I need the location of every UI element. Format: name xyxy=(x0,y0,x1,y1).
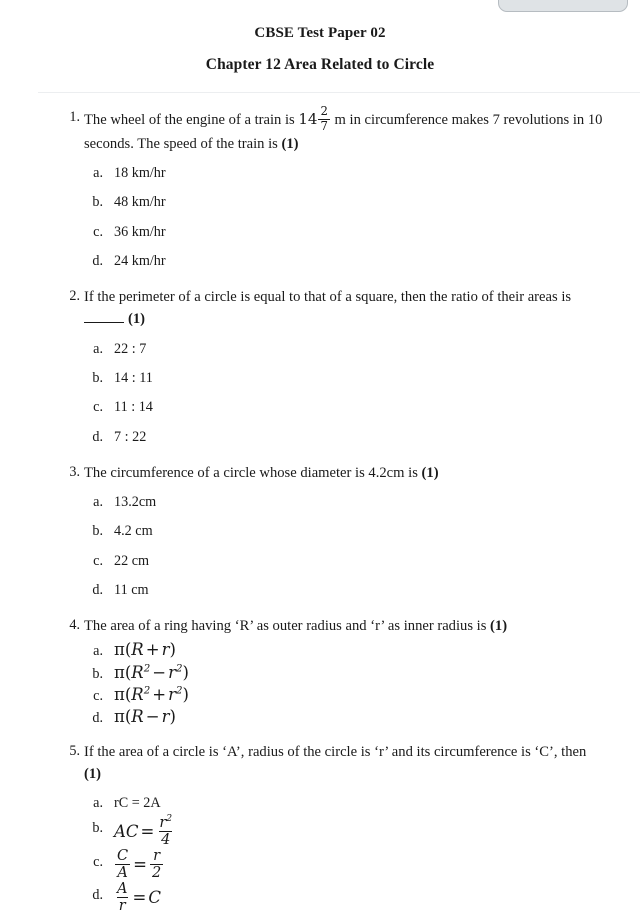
question-number: 2. xyxy=(69,288,80,305)
option-item[interactable] xyxy=(84,339,640,360)
option-math-expression xyxy=(114,685,189,704)
option-math-expression xyxy=(114,813,175,849)
marks-badge: (1) xyxy=(128,311,146,328)
option-list xyxy=(84,639,640,727)
fraction xyxy=(157,815,174,848)
marks-badge: (1) xyxy=(421,464,439,481)
exponent-two: 2 xyxy=(175,663,183,674)
question-text xyxy=(84,615,604,637)
option-label: d. xyxy=(92,252,103,269)
left-paren: ( xyxy=(124,706,132,726)
option-text: 11 cm xyxy=(114,581,149,598)
option-math-expression xyxy=(114,847,164,882)
fraction-numerator: 2 xyxy=(320,103,328,118)
question-text-before: The circumference of a circle whose diameter is 4.2cm is xyxy=(84,464,422,481)
equals-sign: = xyxy=(140,821,155,841)
minus-sign: − xyxy=(152,662,167,682)
answer-blank xyxy=(84,312,124,324)
fraction xyxy=(318,103,329,133)
question-item xyxy=(0,615,640,727)
option-item[interactable] xyxy=(84,880,640,915)
option-text: 11 : 14 xyxy=(114,399,153,416)
option-item[interactable] xyxy=(84,492,640,513)
option-label: a. xyxy=(93,795,103,812)
header-divider xyxy=(38,92,640,93)
option-math-expression xyxy=(114,663,189,682)
option-text: 7 : 22 xyxy=(114,428,147,445)
fraction-denominator: r xyxy=(118,898,126,915)
option-label: a. xyxy=(93,643,103,660)
option-text: 24 km/hr xyxy=(114,252,166,269)
question-text xyxy=(84,741,604,785)
option-text: 14 : 11 xyxy=(114,369,153,386)
left-paren: ( xyxy=(124,684,132,704)
fraction-denominator: 2 xyxy=(151,865,162,882)
left-paren: ( xyxy=(124,662,132,682)
fraction-numerator: C xyxy=(117,847,129,864)
option-item[interactable] xyxy=(84,427,640,448)
var-r: r xyxy=(168,684,176,704)
option-item[interactable] xyxy=(84,580,640,601)
var-r: r xyxy=(161,640,170,660)
plus-sign: + xyxy=(145,640,160,660)
pi-symbol: π xyxy=(114,684,125,704)
var-C: C xyxy=(125,821,139,841)
option-label: a. xyxy=(93,493,103,510)
marks-badge: (1) xyxy=(281,135,299,152)
option-label: d. xyxy=(92,886,103,903)
option-label: b. xyxy=(92,665,103,682)
option-text: 22 cm xyxy=(114,552,150,569)
option-item[interactable] xyxy=(84,163,640,184)
marks-badge: (1) xyxy=(490,618,508,635)
question-item xyxy=(0,103,640,273)
right-paren: ) xyxy=(169,706,176,726)
page-title: CBSE Test Paper 02 xyxy=(254,25,386,41)
fraction xyxy=(150,849,163,881)
mixed-whole: 14 xyxy=(298,109,318,128)
right-paren: ) xyxy=(182,684,189,704)
option-math-expression xyxy=(114,707,176,726)
option-label: a. xyxy=(93,340,103,357)
option-item[interactable] xyxy=(84,847,640,882)
question-number: 3. xyxy=(69,463,80,480)
option-list xyxy=(84,163,640,272)
question-item xyxy=(0,462,640,601)
minus-sign: − xyxy=(145,706,160,726)
option-item[interactable] xyxy=(84,251,640,272)
question-number: 4. xyxy=(69,617,80,634)
option-text: 22 : 7 xyxy=(114,340,147,357)
question-text xyxy=(84,462,604,484)
question-number: 5. xyxy=(69,743,80,760)
var-r: r xyxy=(159,814,167,831)
exponent-two: 2 xyxy=(175,685,183,697)
option-text: 36 km/hr xyxy=(114,223,166,240)
option-math-expression xyxy=(114,880,161,915)
fraction xyxy=(115,882,129,914)
var-r: r xyxy=(161,706,170,726)
var-C: C xyxy=(148,888,161,908)
var-r: r xyxy=(168,662,176,682)
option-label: b. xyxy=(92,194,103,211)
fraction xyxy=(115,849,130,881)
option-item[interactable] xyxy=(84,706,640,727)
option-label: a. xyxy=(93,165,103,182)
question-text-before: The wheel of the engine of a train is xyxy=(84,111,299,128)
right-paren: ) xyxy=(169,640,176,660)
option-item[interactable] xyxy=(84,368,640,389)
option-item[interactable] xyxy=(84,813,640,849)
equals-sign: = xyxy=(133,855,147,875)
fraction-denominator: A xyxy=(117,865,128,882)
question-text-before: The area of a ring having ‘R’ as outer radius and ‘r’ as inner radius is xyxy=(84,618,491,635)
var-R: R xyxy=(131,706,144,726)
plus-sign: + xyxy=(152,684,167,704)
question-text xyxy=(84,286,604,330)
question-text-before: If the area of a circle is ‘A’, radius of the circle is ‘r’ and its circumference is ‘C’, then xyxy=(84,744,587,761)
question-item xyxy=(0,741,640,915)
var-A: A xyxy=(114,821,126,841)
var-R: R xyxy=(131,662,144,682)
option-label: c. xyxy=(93,853,103,870)
option-list xyxy=(84,793,640,914)
option-label: d. xyxy=(92,709,103,726)
fraction-numerator: r xyxy=(153,847,161,864)
pi-symbol: π xyxy=(114,640,125,660)
question-text-after: m in circumference makes 7 revolutions in 10 seconds. The speed of the train is xyxy=(84,111,603,152)
mixed-fraction-math xyxy=(298,103,331,133)
exponent-two: 2 xyxy=(166,813,173,824)
option-item[interactable] xyxy=(84,521,640,542)
option-math-expression xyxy=(114,640,176,659)
fraction-numerator: A xyxy=(117,880,128,897)
pi-symbol: π xyxy=(114,662,125,682)
page-subtitle: Chapter 12 Area Related to Circle xyxy=(205,56,435,73)
var-R: R xyxy=(131,640,144,660)
option-item[interactable] xyxy=(84,222,640,243)
document-header xyxy=(0,0,640,73)
option-label: c. xyxy=(93,223,103,240)
pi-symbol: π xyxy=(114,706,125,726)
question-text-before: If the perimeter of a circle is equal to that of a square, then the ratio of their areas is xyxy=(84,289,572,306)
option-list xyxy=(84,492,640,601)
fraction-denominator: 4 xyxy=(161,832,171,849)
exponent-two: 2 xyxy=(143,663,151,674)
option-item[interactable] xyxy=(84,793,640,814)
option-label: b. xyxy=(92,523,103,540)
option-label: c. xyxy=(93,399,103,416)
question-item xyxy=(0,286,640,448)
option-label: c. xyxy=(93,687,103,704)
option-label: c. xyxy=(93,552,103,569)
question-number: 1. xyxy=(69,108,80,125)
option-item[interactable] xyxy=(84,662,640,683)
fraction-denominator: 7 xyxy=(320,118,328,133)
left-paren: ( xyxy=(124,640,132,660)
var-R: R xyxy=(131,684,144,704)
marks-badge: (1) xyxy=(84,766,102,783)
option-item[interactable] xyxy=(84,397,640,418)
option-label: b. xyxy=(92,819,103,836)
option-list xyxy=(84,339,640,448)
option-text: 13.2cm xyxy=(114,493,157,510)
fraction-numerator xyxy=(157,815,174,831)
option-item[interactable] xyxy=(84,639,640,660)
option-label: d. xyxy=(92,581,103,598)
option-text: 48 km/hr xyxy=(114,194,166,211)
exponent-two: 2 xyxy=(143,685,151,697)
option-label: d. xyxy=(92,428,103,445)
option-item[interactable] xyxy=(84,551,640,572)
option-text: 4.2 cm xyxy=(114,523,153,540)
option-item[interactable] xyxy=(84,684,640,705)
question-list xyxy=(0,103,640,915)
equals-sign: = xyxy=(132,888,147,908)
option-label: b. xyxy=(92,369,103,386)
option-text: rC = 2A xyxy=(114,795,161,812)
question-text xyxy=(84,103,604,156)
option-text: 18 km/hr xyxy=(114,165,166,182)
right-paren: ) xyxy=(182,662,189,682)
option-item[interactable] xyxy=(84,192,640,213)
